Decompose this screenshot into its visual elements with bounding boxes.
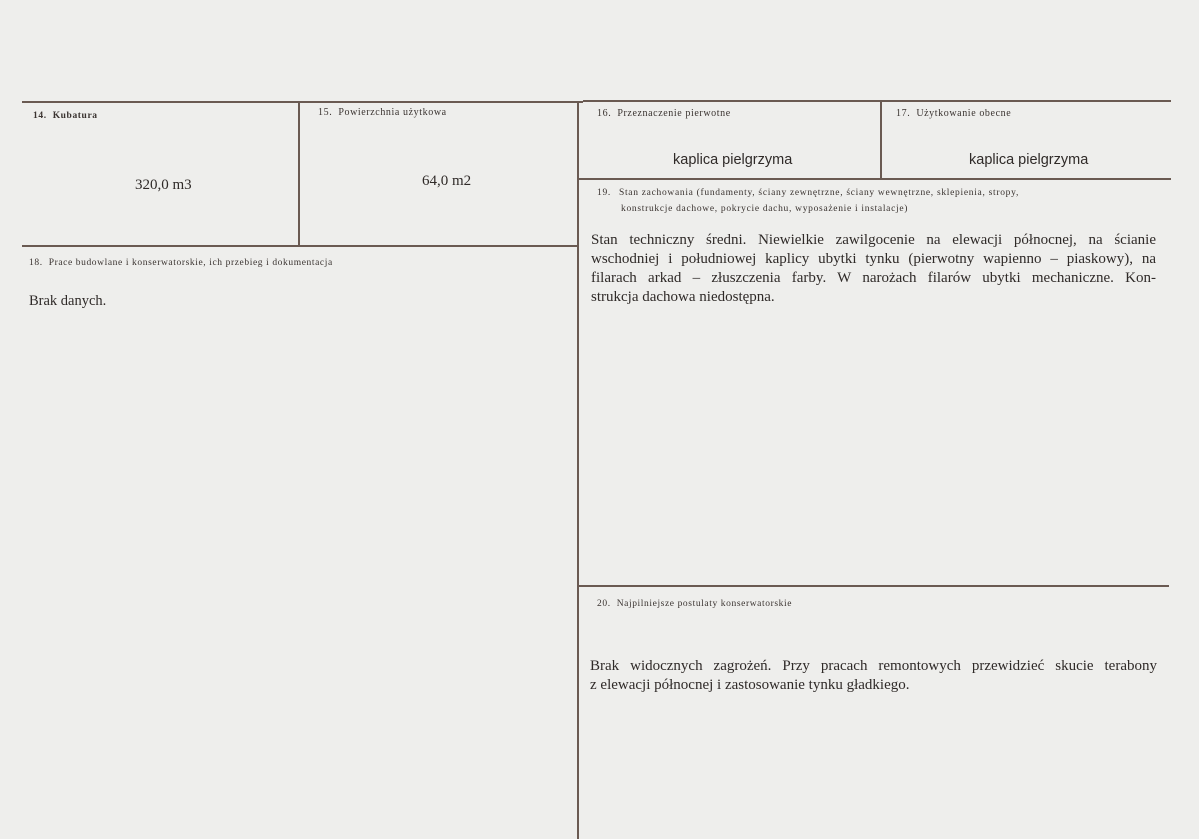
field-19-number: 19. (597, 188, 611, 198)
field-20-text-line-2: z elewacji północnej i zastosowanie tynku gładkiego. (590, 677, 910, 693)
field-18-number: 18. (29, 258, 43, 268)
field-20-number: 20. (597, 599, 611, 609)
field-19-label-line-1 (597, 184, 1157, 202)
field-16-label (597, 109, 731, 119)
field-19-text-line-3: filarach arkad – złuszczenia farby. W narożach filarów ubytki mechaniczne. Kon- (591, 270, 1156, 286)
field-19-title-1: Stan zachowania (fundamenty, ściany zewnętrzne, ściany wewnętrzne, sklepienia, stropy, (618, 188, 1020, 198)
field-15-value: 64,0 m2 (422, 173, 472, 189)
rule-below-14-15 (22, 245, 579, 247)
field-17-label (896, 109, 1011, 119)
field-19-text-line-4: strukcja dachowa niedostępna. (591, 289, 775, 305)
field-18-label (29, 259, 333, 269)
field-14-label (33, 112, 98, 122)
field-19-text-line-2: wschodniej i południowej kaplicy ubytki tynku (pierwotny wapienno – piaskowy), na (591, 251, 1156, 267)
field-14-number: 14. (33, 111, 47, 121)
top-rule-left (22, 101, 583, 103)
field-20-label (597, 600, 792, 610)
field-16-value: kaplica pielgrzyma (673, 152, 793, 168)
top-rule-right (583, 100, 1171, 102)
field-17-value: kaplica pielgrzyma (969, 152, 1089, 168)
field-17-title: Użytkowanie obecne (916, 108, 1012, 119)
field-14-value: 320,0 m3 (135, 177, 192, 193)
field-16-number: 16. (597, 108, 612, 119)
field-16-title: Przeznaczenie pierwotne (617, 108, 731, 119)
field-15-number: 15. (318, 107, 333, 118)
field-19-label-line-2: konstrukcje dachowe, pokrycie dachu, wyposażenie i instalacje) (621, 204, 909, 214)
rule-above-20 (579, 585, 1169, 587)
field-14-title: Kubatura (52, 111, 98, 121)
field-20-text (590, 657, 1157, 695)
divider-14-15 (298, 101, 300, 247)
field-19-text (591, 231, 1156, 307)
field-17-number: 17. (896, 108, 911, 119)
field-18-value: Brak danych. (29, 293, 107, 309)
divider-16-17 (880, 101, 882, 179)
field-19-label (597, 184, 1157, 216)
rule-below-16-17 (579, 178, 1171, 180)
divider-main-vertical (577, 101, 579, 839)
field-20-title: Najpilniejsze postulaty konserwatorskie (616, 599, 793, 609)
field-15-title: Powierzchnia użytkowa (338, 107, 447, 118)
field-15-label (318, 108, 447, 118)
field-20-text-line-1: Brak widocznych zagrożeń. Przy pracach remontowych przewidzieć skucie terabony (590, 658, 1157, 674)
field-19-text-line-1: Stan techniczny średni. Niewielkie zawilgocenie na elewacji północnej, na ścianie (591, 232, 1156, 248)
field-18-title: Prace budowlane i konserwatorskie, ich przebieg i dokumentacja (48, 258, 333, 268)
